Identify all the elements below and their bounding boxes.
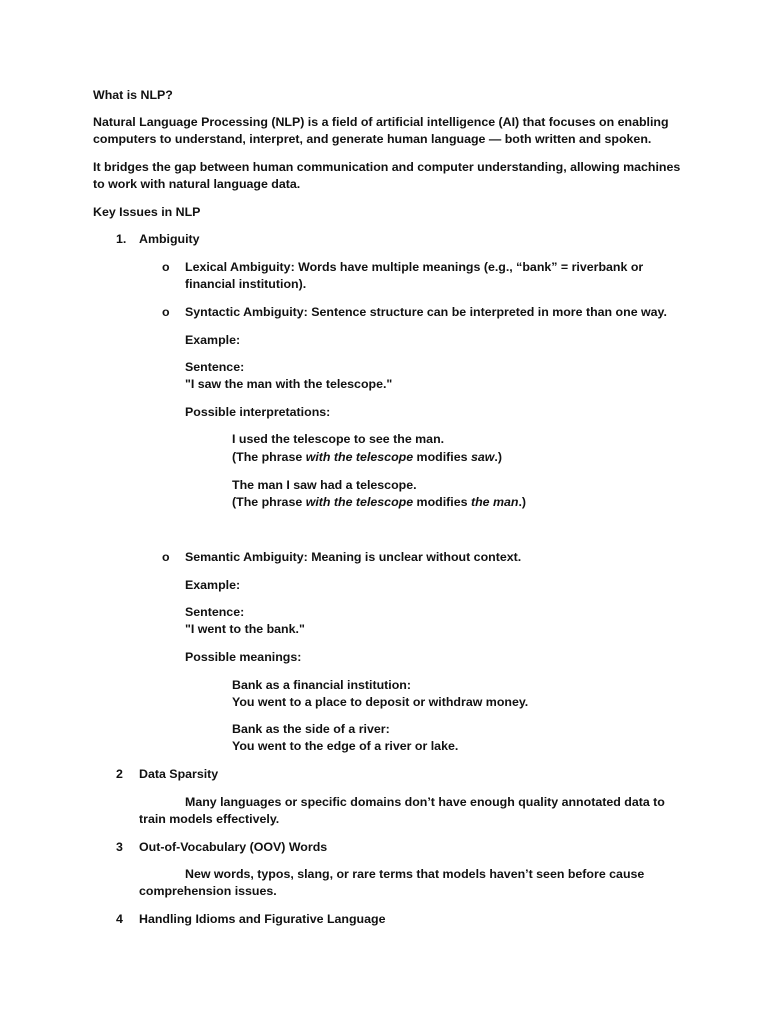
lexical-ambiguity-text: Lexical Ambiguity: Words have multiple meanings (e.g., “bank” = riverbank or financial institution). — [185, 260, 644, 291]
key-issues-heading: Key Issues in NLP — [93, 205, 201, 219]
semantic-ambiguity-text: Semantic Ambiguity: Meaning is unclear without context. — [185, 550, 522, 564]
syntactic-ambiguity-text: Syntactic Ambiguity: Sentence structure can be interpreted in more than one way. — [185, 305, 667, 319]
issue-1-number: 1. — [116, 232, 127, 246]
issue-2-number: 2 — [116, 767, 123, 781]
interpretation-2: The man I saw had a telescope. — [232, 478, 417, 492]
semantic-sentence-label: Sentence: — [185, 605, 245, 619]
issue-3-number: 3 — [116, 840, 123, 854]
issue-1-title: Ambiguity — [139, 232, 200, 246]
meaning-2-desc: You went to the edge of a river or lake. — [232, 739, 459, 753]
syntactic-sentence-label: Sentence: — [185, 360, 245, 374]
issue-3-desc: New words, typos, slang, or rare terms that models haven’t seen before cause comprehension issues. — [139, 867, 645, 898]
interpretation-2-note: (The phrase with the telescope modifies the man.) — [232, 495, 527, 509]
intro-paragraph-1: Natural Language Processing (NLP) is a field of artificial intelligence (AI) that focuses on enabling computers to understand, interpret, and generate human language — both written and spoken. — [93, 115, 669, 146]
bullet-marker: o — [162, 260, 170, 274]
semantic-sentence: "I went to the bank." — [185, 622, 305, 636]
meaning-1-desc: You went to a place to deposit or withdraw money. — [232, 695, 529, 709]
meaning-2-title: Bank as the side of a river: — [232, 722, 390, 736]
issue-4-title: Handling Idioms and Figurative Language — [139, 912, 386, 926]
page-title: What is NLP? — [93, 88, 173, 102]
interpretation-1-note: (The phrase with the telescope modifies saw.) — [232, 450, 502, 464]
semantic-example-label: Example: — [185, 578, 241, 592]
issue-4-number: 4 — [116, 912, 123, 926]
intro-paragraph-2: It bridges the gap between human communication and computer understanding, allowing machines to work with natural language data. — [93, 160, 681, 191]
issue-3-title: Out-of-Vocabulary (OOV) Words — [139, 840, 328, 854]
issue-2-desc: Many languages or specific domains don’t have enough quality annotated data to train models effectively. — [139, 795, 665, 826]
interpretation-1: I used the telescope to see the man. — [232, 432, 445, 446]
syntactic-example-label: Example: — [185, 333, 241, 347]
bullet-marker: o — [162, 550, 170, 564]
syntactic-sentence: "I saw the man with the telescope." — [185, 377, 393, 391]
interpretations-label: Possible interpretations: — [185, 405, 331, 419]
issue-2-title: Data Sparsity — [139, 767, 219, 781]
meanings-label: Possible meanings: — [185, 650, 302, 664]
meaning-1-title: Bank as a financial institution: — [232, 678, 412, 692]
bullet-marker: o — [162, 305, 170, 319]
